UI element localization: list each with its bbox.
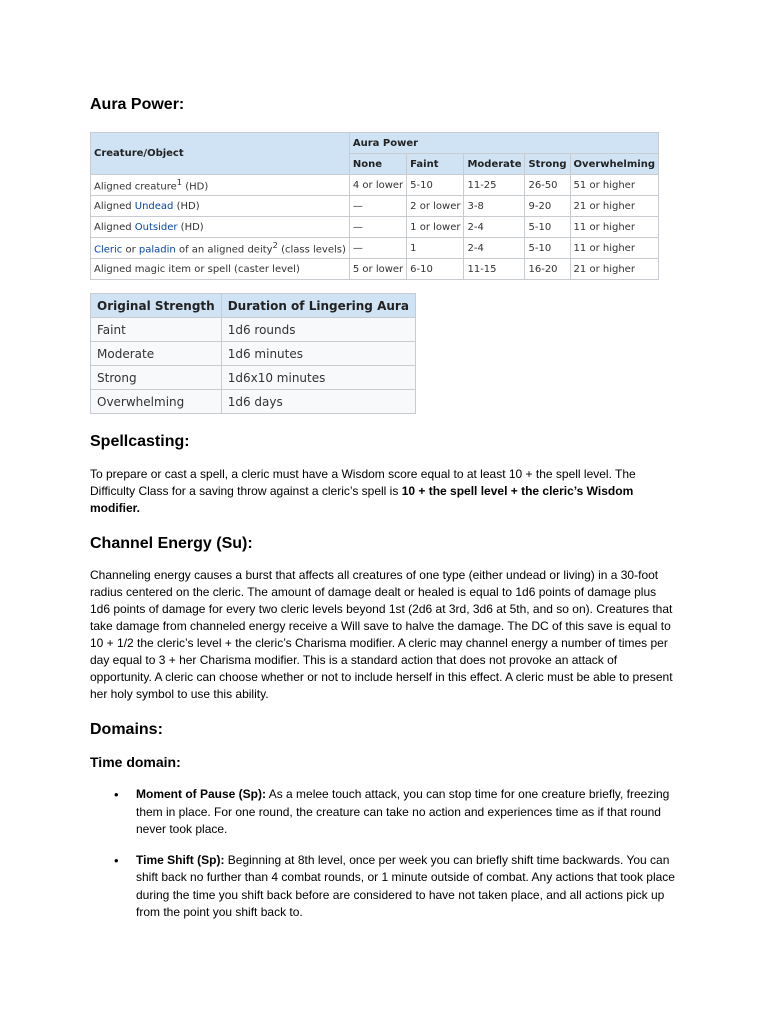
cell: 11-25	[464, 175, 525, 196]
power-title: Moment of Pause (Sp):	[136, 787, 267, 801]
domains-heading: Domains:	[90, 721, 163, 738]
spellcasting-heading: Spellcasting:	[90, 433, 190, 450]
aura-power-table	[90, 132, 659, 280]
cell: 6-10	[407, 259, 464, 280]
table-row	[91, 390, 416, 414]
cell: Overwhelming	[91, 390, 222, 414]
cell: Strong	[91, 366, 222, 390]
table-row	[91, 217, 659, 238]
row-label: Cleric or paladin of an aligned deity$^2$ (class levels)	[91, 238, 350, 259]
cell: 26-50	[525, 175, 570, 196]
table-row	[91, 318, 416, 342]
table-row	[91, 238, 659, 259]
cell: 1d6 minutes	[221, 342, 415, 366]
cell: 2 or lower	[407, 196, 464, 217]
cell: —	[349, 217, 406, 238]
table-row	[91, 342, 416, 366]
domain-list	[90, 786, 680, 935]
cell: Moderate	[91, 342, 222, 366]
sub-header-moderate: Moderate	[464, 154, 525, 175]
cell: 1 or lower	[407, 217, 464, 238]
sub-header-overwhelming: Overwhelming	[570, 154, 658, 175]
cell: 2-4	[464, 238, 525, 259]
sub-header-faint: Faint	[407, 154, 464, 175]
list-item: • Moment of Pause (Sp): As a melee touch attack, you can stop time for one creature briefly, freezing them in place. For one round, the creature can take no action and experiences time as if that round never took place.	[114, 787, 670, 836]
cell: 1	[407, 238, 464, 259]
cell: 1d6 days	[221, 390, 415, 414]
cell: 5-10	[525, 217, 570, 238]
lingering-aura-table	[90, 293, 416, 414]
table-row	[91, 259, 659, 280]
paladin-link[interactable]: paladin	[138, 244, 176, 256]
row-label: Aligned magic item or spell (caster level)	[91, 259, 350, 280]
channel-energy-paragraph: Channeling energy causes a burst that affects all creatures of one type (either undead or living) in a 30-foot radius centered on the cleric. The amount of damage dealt or healed is equal to 1d6 points of damage plus 1d6 points of damage for every two cleric levels beyond 1st (2d6 at 3rd, 3d6 at 5th, and so on). Creatures that take damage from channeled energy receive a Will save to halve the damage. The DC of this save is equal to 10 + 1/2 the cleric’s level + the cleric’s Charisma modifier. A cleric may channel energy a number of times per day equal to 3 + her Charisma modifier. This is a standard action that does not provoke an attack of opportunity. A cleric can choose whether or not to include herself in this effect. A cleric must be able to present her holy symbol to use this ability.	[90, 568, 673, 701]
cell: 1d6x10 minutes	[221, 366, 415, 390]
row-label: Aligned creature$^1$ (HD)	[91, 175, 350, 196]
cell: 5-10	[407, 175, 464, 196]
cell: 5-10	[525, 238, 570, 259]
row-label: Aligned Outsider (HD)	[91, 217, 350, 238]
outsider-link[interactable]: Outsider	[134, 221, 178, 233]
aura-power-heading: Aura Power:	[90, 96, 185, 113]
cell: 51 or higher	[570, 175, 658, 196]
bullet-icon: •	[114, 787, 119, 802]
table-row	[91, 175, 659, 196]
spellcasting-paragraph: To prepare or cast a spell, a cleric must have a Wisdom score equal to at least 10 + the spell level. The Difficulty Class for a saving throw against a cleric’s spell is 10 + the spell level + the cleric’s Wisdom modifier.	[90, 467, 636, 515]
col-aura-header: Aura Power	[349, 133, 658, 154]
list-item: • Time Shift (Sp): Beginning at 8th level, once per week you can briefly shift time backwards. You can shift back no further than 4 combat rounds, or 1 minute outside of combat. Any actions that took place during the time you shift back before are considered to have not taken place, and all actions pick up from the point you shift back to.	[114, 852, 675, 919]
cell: 11-15	[464, 259, 525, 280]
row-label: Aligned Undead (HD)	[91, 196, 350, 217]
undead-link[interactable]: Undead	[134, 200, 174, 212]
sub-header-none: None	[349, 154, 406, 175]
col-duration: Duration of Lingering Aura	[221, 294, 415, 318]
sub-header-strong: Strong	[525, 154, 570, 175]
cell: —	[349, 238, 406, 259]
table-row	[91, 366, 416, 390]
bullet-icon: •	[114, 852, 119, 868]
cell: 2-4	[464, 217, 525, 238]
power-title: Time Shift (Sp):	[136, 852, 225, 867]
cell: 4 or lower	[349, 175, 406, 196]
cell: 11 or higher	[570, 238, 658, 259]
cell: 21 or higher	[570, 259, 658, 280]
table-row	[91, 196, 659, 217]
cell: 16-20	[525, 259, 570, 280]
cleric-link[interactable]: Cleric	[94, 244, 123, 256]
cell: 3-8	[464, 196, 525, 217]
col-creature-header: Creature/Object	[91, 133, 350, 175]
cell: 21 or higher	[570, 196, 658, 217]
cell: 5 or lower	[349, 259, 406, 280]
time-domain-subheading: Time domain:	[90, 754, 181, 770]
col-original-strength: Original Strength	[91, 294, 222, 318]
cell: 11 or higher	[570, 217, 658, 238]
cell: —	[349, 196, 406, 217]
cell: 1d6 rounds	[221, 318, 415, 342]
cell: 9-20	[525, 196, 570, 217]
cell: Faint	[91, 318, 222, 342]
channel-energy-heading: Channel Energy (Su):	[90, 535, 253, 552]
